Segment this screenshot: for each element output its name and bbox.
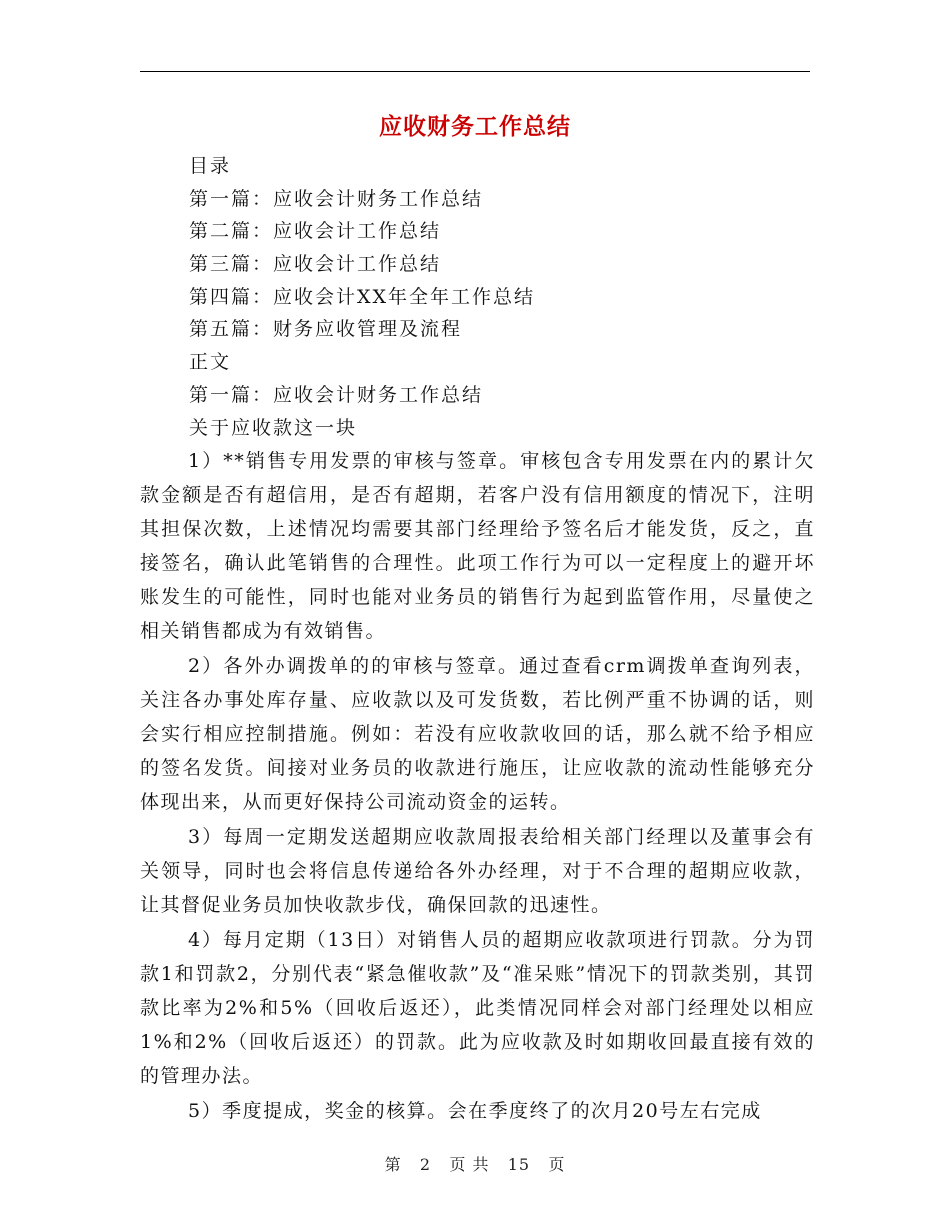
- paragraph-3: 3）每周一定期发送超期应收款周报表给相关部门经理以及董事会有关领导，同时也会将信息传递给各外办经理，对于不合理的超期应收款，让其督促业务员加快收款步伐，确保回款的迅速性。: [140, 826, 815, 916]
- body-heading: 正文: [189, 351, 232, 374]
- table-of-contents: [189, 150, 809, 444]
- header-rule: [140, 71, 810, 72]
- footer-total-pages: 15: [507, 1155, 531, 1174]
- toc-item-3: 第三篇：应收会计工作总结: [189, 253, 442, 276]
- footer-suffix: 页: [548, 1155, 566, 1174]
- section-heading: 第一篇：应收会计财务工作总结: [189, 383, 484, 406]
- page-footer: [0, 1152, 950, 1175]
- toc-item-2: 第二篇：应收会计工作总结: [189, 220, 442, 243]
- toc-heading: 目录: [189, 155, 232, 177]
- body-text: [140, 444, 815, 1128]
- paragraph-2: 2）各外办调拨单的的审核与签章。通过查看crm调拨单查询列表，关注各办事处库存量、应收款以及可发货数，若比例严重不协调的话，则会实行相应控制措施。例如：若没有应收款收回的话，那么就不给予相应的签名发货。间接对业务员的收款进行施压，让应收款的流动性能够充分体现出来，从而更好保持公司流动资金的运转。: [140, 655, 815, 813]
- footer-prefix: 第: [384, 1155, 402, 1174]
- toc-item-4: 第四篇：应收会计XX年全年工作总结: [189, 285, 536, 308]
- footer-middle: 页 共: [449, 1155, 490, 1174]
- footer-current-page: 2: [419, 1155, 432, 1174]
- paragraph-5: 5）季度提成，奖金的核算。会在季度终了的次月20号左右完成: [188, 1100, 762, 1122]
- paragraph-1: 1）**销售专用发票的审核与签章。审核包含专用发票在内的累计欠款金额是否有超信用，是否有超期，若客户没有信用额度的情况下，注明其担保次数，上述情况均需要其部门经理给予签名后才能发货，反之，直接签名，确认此笔销售的合理性。此项工作行为可以一定程度上的避开坏账发生的可能性，同时也能对业务员的销售行为起到监管作用，尽量使之相关销售都成为有效销售。: [140, 450, 815, 642]
- toc-item-5: 第五篇：财务应收管理及流程: [189, 318, 463, 341]
- subsection-heading: 关于应收款这一块: [189, 416, 358, 439]
- document-title: 应收财务工作总结: [379, 114, 571, 140]
- toc-item-1: 第一篇：应收会计财务工作总结: [189, 187, 484, 210]
- paragraph-4: 4）每月定期（13日）对销售人员的超期应收款项进行罚款。分为罚款1和罚款2，分别代表“紧急催收款”及“准呆账”情况下的罚款类别，其罚款比率为2%和5%（回收后返还），此类情况同样会对部门经理处以相应1%和2%（回收后返还）的罚款。此为应收款及时如期收回最直接有效的的管理办法。: [140, 929, 815, 1087]
